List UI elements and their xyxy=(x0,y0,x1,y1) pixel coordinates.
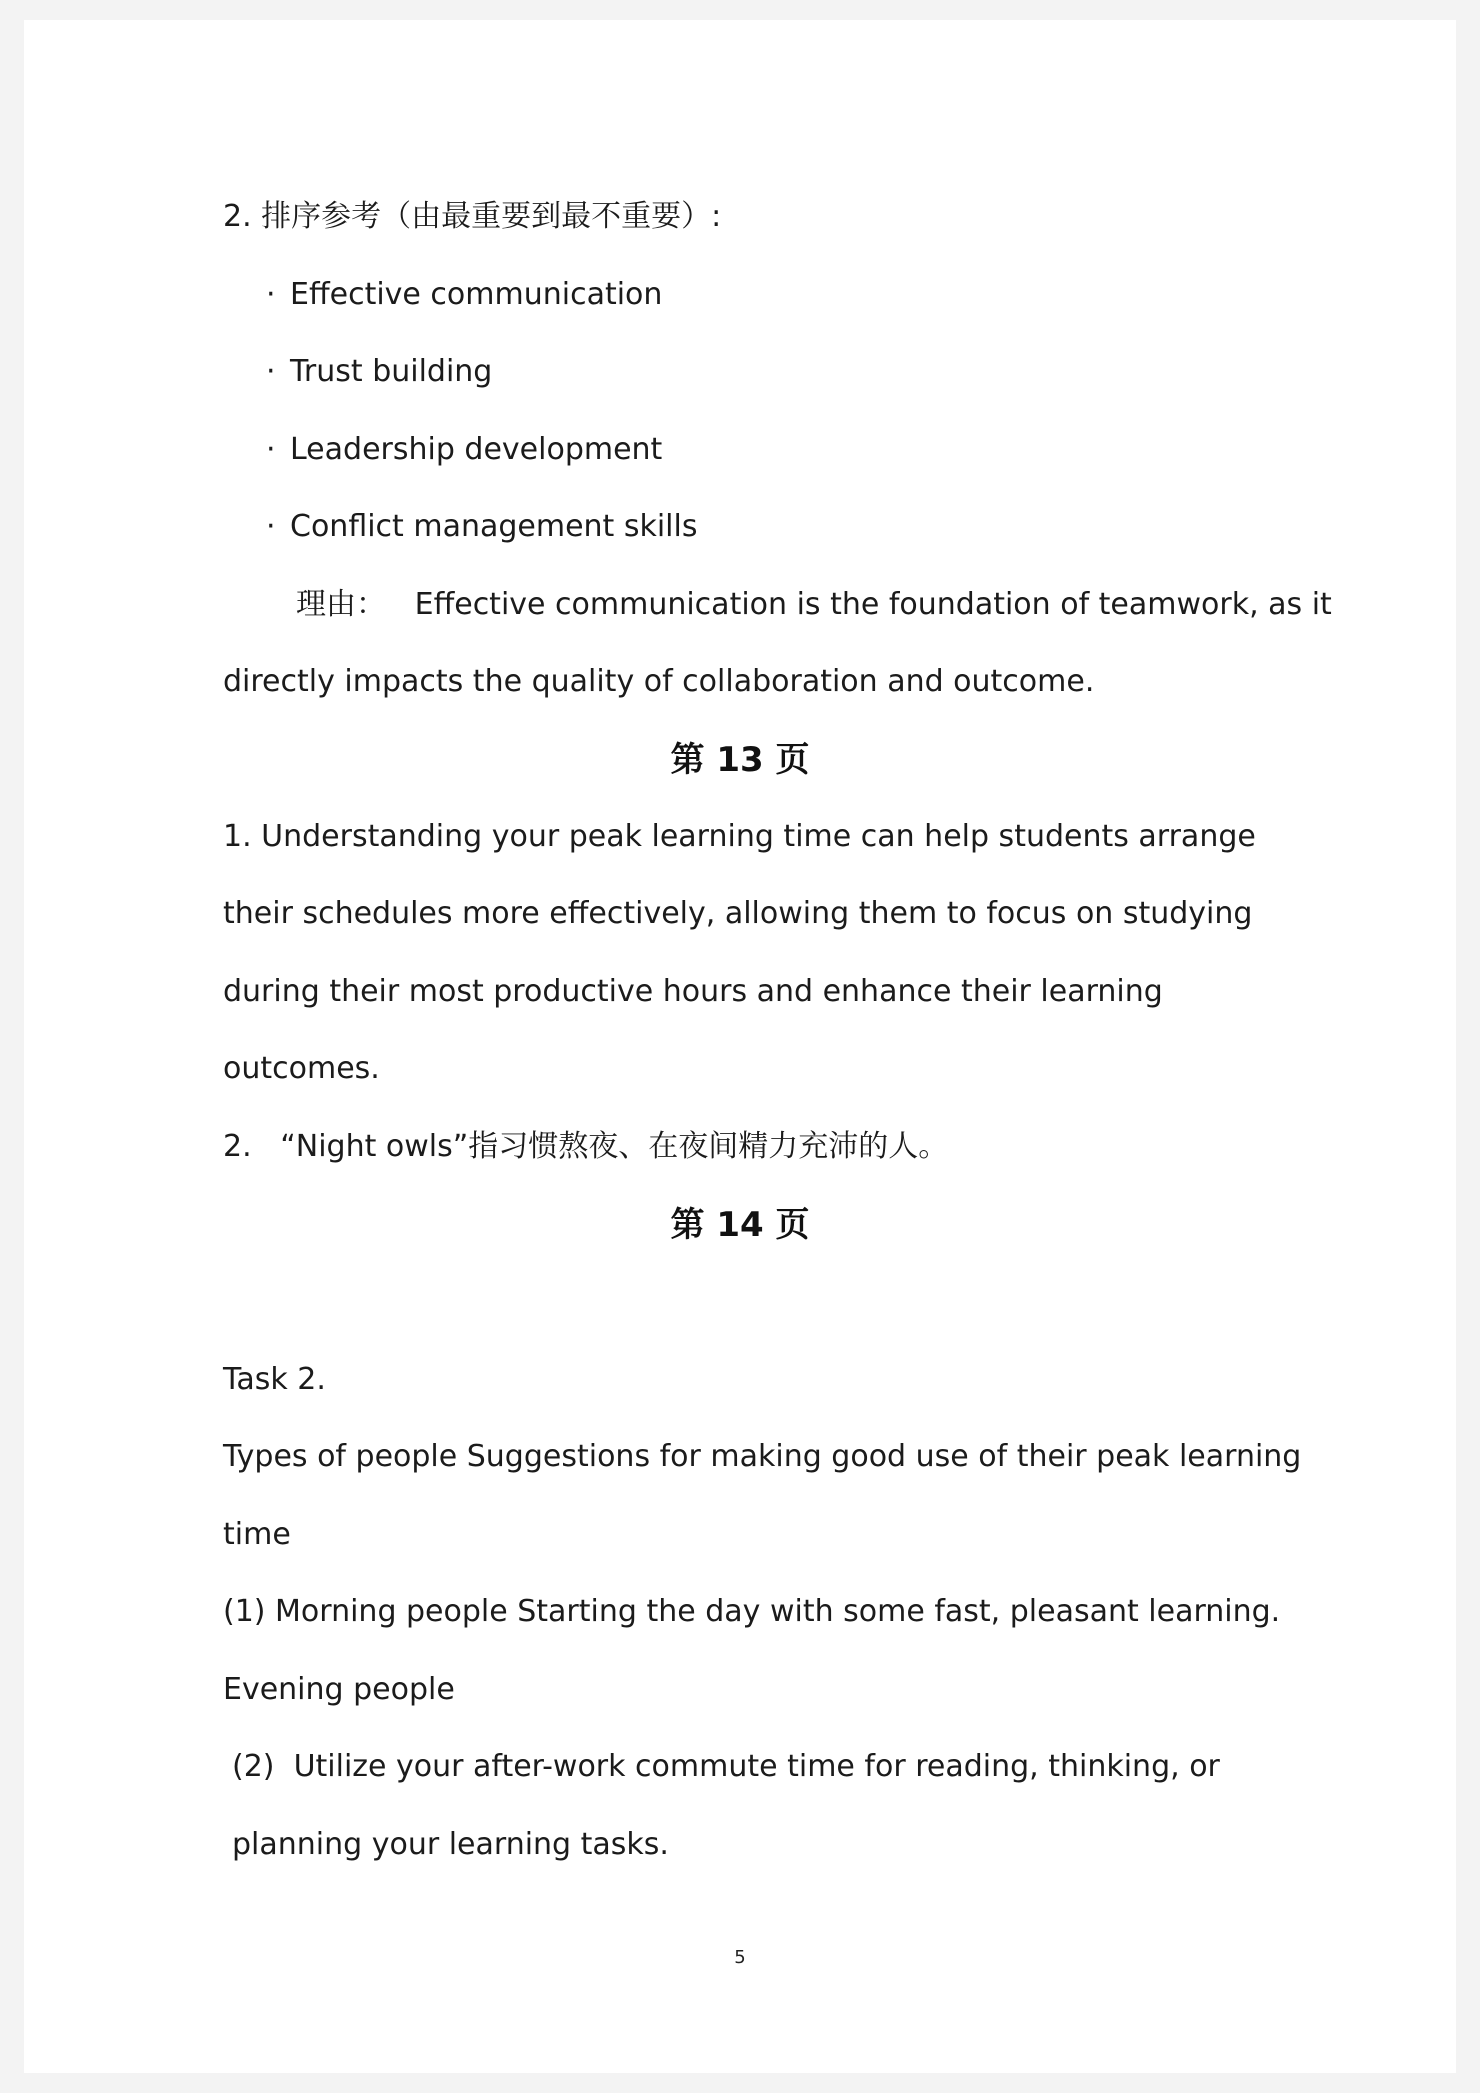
table-row-evening-label: Evening people xyxy=(223,1672,455,1707)
page-14-heading: 第 14 页 xyxy=(670,1205,810,1245)
ranking-item xyxy=(266,275,662,315)
ranking-item xyxy=(266,352,492,392)
table-row-evening-line: planning your learning tasks. xyxy=(232,1827,669,1862)
ranking-item xyxy=(266,507,697,547)
answer-1-line: during their most productive hours and enhance their learning xyxy=(223,974,1163,1009)
page-number: 5 xyxy=(734,1947,746,1968)
ranking-item xyxy=(266,430,662,470)
table-row-evening-line: (2) Utilize your after-work commute time for reading, thinking, or xyxy=(232,1749,1220,1784)
task-title: Task 2. xyxy=(223,1362,326,1397)
reason-line: directly impacts the quality of collaboration and outcome. xyxy=(223,664,1095,699)
bullet-icon: · xyxy=(266,509,276,544)
bullet-icon: · xyxy=(266,277,276,312)
page-13-heading: 第 13 页 xyxy=(670,740,810,780)
reason-line: 理由： Effective communication is the foundation of teamwork, as it xyxy=(296,587,1332,622)
ranking-item-label: Conflict management skills xyxy=(290,509,698,544)
ranking-title: 2. 排序参考（由最重要到最不重要）: xyxy=(223,199,722,234)
table-header-line: time xyxy=(223,1517,291,1552)
answer-2: 2. “Night owls”指习惯熬夜、在夜间精力充沛的人。 xyxy=(223,1129,949,1164)
table-header-line: Types of people Suggestions for making good use of their peak learning xyxy=(223,1439,1302,1474)
bullet-icon: · xyxy=(266,354,276,389)
answer-1-line: outcomes. xyxy=(223,1051,380,1086)
ranking-item-label: Trust building xyxy=(290,354,493,389)
ranking-item-label: Effective communication xyxy=(290,277,663,312)
table-row-morning: (1) Morning people Starting the day with some fast, pleasant learning. xyxy=(223,1594,1281,1629)
bullet-icon: · xyxy=(266,432,276,467)
answer-1-line: their schedules more effectively, allowing them to focus on studying xyxy=(223,896,1253,931)
answer-1-line: 1. Understanding your peak learning time can help students arrange xyxy=(223,819,1256,854)
ranking-item-label: Leadership development xyxy=(290,432,663,467)
